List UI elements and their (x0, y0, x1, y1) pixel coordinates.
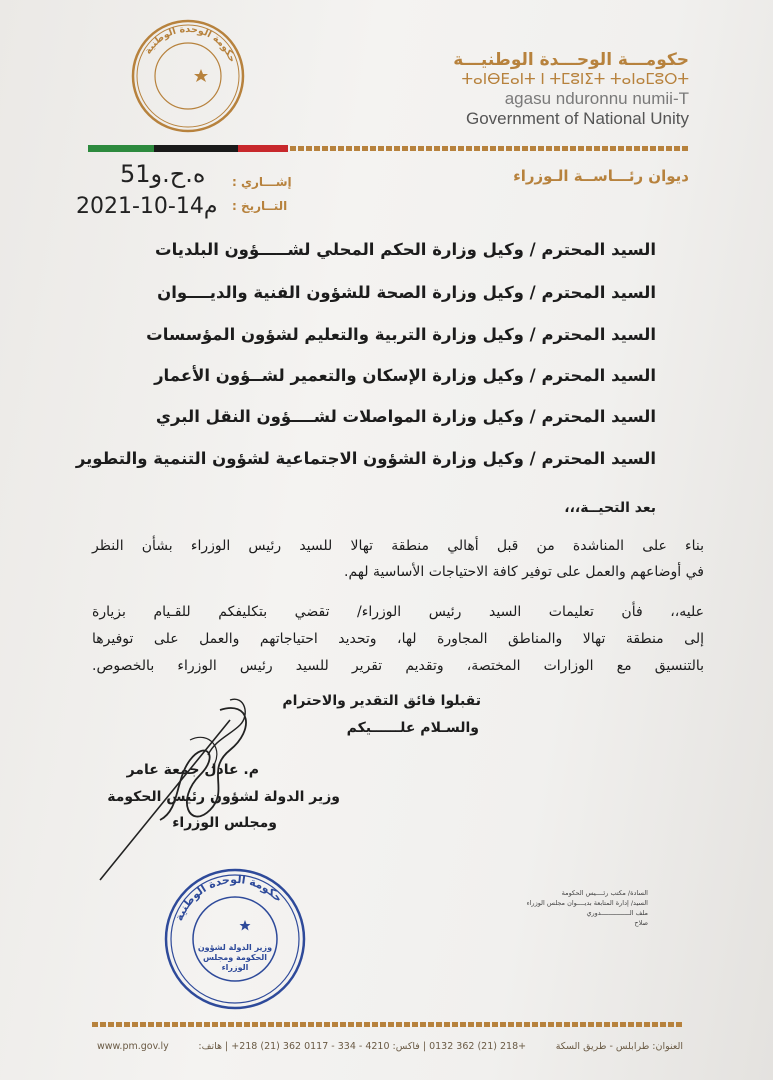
gov-name-latin: agasu nduronnu numii-T (504, 89, 689, 108)
body-paragraph-line: إلى منطقة تهالا والمناطق المجاورة لها، وتحديد احتياجاتهم والعمل على توفيرها (92, 631, 704, 647)
office-name: ديوان رئـــاســة الـوزراء (513, 167, 689, 185)
addressee-line: السيد المحترم / وكيل وزارة الشؤون الاجتماعية لشؤون التنمية والتطوير (75, 449, 656, 468)
stamp-inner-text: وزير الدولة لشؤون الحكومة ومجلس الوزراء (197, 943, 273, 972)
addressee-line: السيد المحترم / وكيل وزارة الصحة للشؤون الفنية والديــــوان (157, 283, 656, 302)
flag-green-stripe (88, 145, 154, 152)
signatory-name: م. عادل جمعة عامر (126, 762, 259, 778)
footer-contact: +218 (21) 362 0132 | فاكس: 4210 - 334 - 0117 362 (21) 218+ | هاتف: (198, 1041, 527, 1052)
closing-regards: تقبلوا فائق التقدير والاحترام (282, 693, 481, 709)
ref-number-handwritten: 51ه.ح.و (120, 160, 206, 188)
body-paragraph-line: بناء على المناشدة من قبل أهالي منطقة تهالا للسيد رئيس الوزراء بشأن النظر (92, 538, 704, 554)
cc-item: السيد/ إدارة المتابعة بديــــوان مجلس الوزراء (526, 899, 648, 907)
addressee-line: السيد المحترم / وكيل وزارة الحكم المحلي لشـــــؤون البلديات (155, 240, 656, 259)
body-paragraph-line: في أوضاعهم والعمل على توفير كافة الاحتياجات الأساسية لهم. (344, 564, 704, 580)
closing-salutation: والسـلام علــــــيكم (346, 720, 479, 736)
body-paragraph-line: عليه،، فأن تعليمات السيد رئيس الوزراء/ تقضي بتكليفكم للقـيام بزيارة (92, 604, 704, 620)
addressee-line: السيد المحترم / وكيل وزارة المواصلات لشــــؤون النقل البري (155, 407, 656, 426)
flag-red-stripe (238, 145, 288, 152)
date-label: التــاريخ : (232, 199, 288, 213)
cc-item: صلاح (634, 919, 648, 927)
addressee-line: السيد المحترم / وكيل وزارة الإسكان والتعمير لشــؤون الأعمار (154, 366, 656, 385)
flag-stripe (88, 145, 288, 152)
addressee-line: السيد المحترم / وكيل وزارة التربية والتعليم لشؤون المؤسسات (146, 325, 656, 344)
cc-item: ملف الـــــــــــــــدوري (586, 909, 648, 917)
signatory-title-2: ومجلس الوزراء (172, 815, 277, 831)
gov-name-tifinagh: ⵜⴰⵏⴱⴹⴰⵏⵜ ⵏ ⵜⵎⵓⵏⵉⵜ ⵜⴰⵏⴰⵎⵓⵔⵜ (461, 70, 689, 88)
date-handwritten: 2021-10-14م (76, 194, 218, 219)
government-header (429, 50, 689, 129)
body-paragraph-line: بالتنسيق مع الوزارات المختصة، وتقديم تقرير للسيد رئيس الوزراء بالخصوص. (92, 658, 704, 674)
signatory-title: وزير الدولة لشؤون رئيس الحكومة (107, 789, 340, 805)
ref-label: إشـــاري : (232, 175, 292, 189)
gov-name-english: Government of National Unity (466, 109, 689, 128)
footer (97, 1041, 683, 1052)
svg-text:حكومة الوحدة الوطنية: حكومة الوحدة الوطنية (142, 23, 238, 65)
footer-address: العنوان: طرابلس - طريق السكة (555, 1041, 683, 1052)
flag-black-stripe (154, 145, 238, 152)
greeting: بعد التحيــة،،، (564, 500, 656, 516)
svg-text:حكومة الوحدة الوطنية: حكومة الوحدة الوطنية (172, 872, 286, 923)
footer-ornament (92, 1022, 684, 1027)
handwritten-signature-icon (80, 680, 280, 890)
gov-name-arabic: حكومـــة الوحـــدة الوطنيـــة (453, 50, 689, 70)
official-stamp-icon (163, 867, 307, 1011)
government-seal-icon (131, 19, 245, 133)
header-ornament (290, 146, 688, 151)
cc-item: السادة/ مكتب رئــــيس الحكومة (561, 889, 648, 897)
cc-list (478, 888, 648, 928)
footer-website: www.pm.gov.ly (97, 1041, 169, 1052)
